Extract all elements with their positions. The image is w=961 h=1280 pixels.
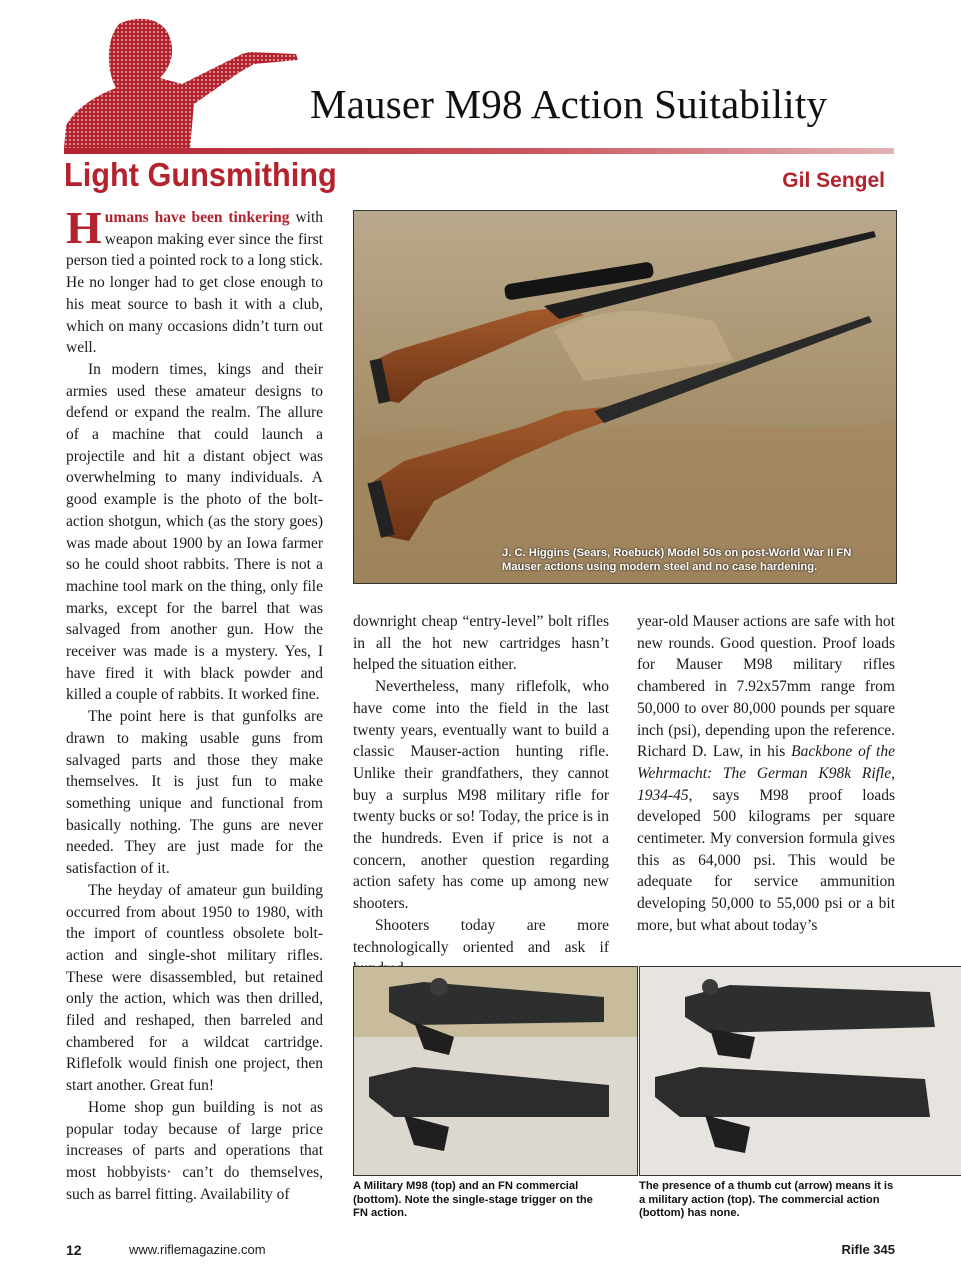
paragraph-8: Shooters today are more technologically oriented and ask if	[353, 916, 609, 956]
paragraph-6: downright cheap “entry-level” bolt rifles in all the hot new cartridges hasn’t helped the situation either.	[353, 613, 609, 674]
actions-photo-right	[639, 966, 961, 1176]
paragraph-4: The heyday of amateur gun building occurred from about 1950 to 1980, with the import of countless obsolete bolt-action and single-shot military rifles. These were disassembled, but retained only the action, which was then drilled, filed and reshaped, then barreled and chambered for a wildcat cartridge. Riflefolk would finish one project, then start another. Great fun!	[66, 881, 323, 1095]
section-title: Light Gunsmithing	[64, 156, 337, 193]
main-photo-caption: J. C. Higgins (Sears, Roebuck) Model 50s on post-World War II FN Mauser actions using modern steel and no case hardening.	[502, 547, 852, 573]
column-1	[66, 202, 323, 1205]
paragraph-5: Home shop gun building is not as popular today because of large price increases of parts and operations that most hobbyists· can’t do themselves, such as barrel fitting. Availability of	[66, 1098, 323, 1203]
drop-cap: H	[66, 202, 102, 253]
page-number: 12	[66, 1242, 82, 1258]
paragraph-1: Humans have been tinkering with weapon making ever since the first person tied a pointed rock to a long stick. He no longer had to get close enough to his meat source to bash it with a club, which on many occasions didn’t turn out well.	[66, 202, 323, 357]
paragraph-9: year-old Mauser actions are safe with hot new rounds. Good question. Proof loads for Mauser M98 military rifles chambered in 7.92x57mm range from 50,000 to over 80,000 pounds per square inch (psi), depending upon the reference. Richard D. Law, in his Backbone of the Wehrmacht: The German K98k Rifle, 1934-45, says M98 proof loads developed 500 kilograms per square centimeter. My conversion formula gives this as 64,000 psi. This would be adequate for service ammunition developing 50,000 to 55,000 psi or a bit more, but what about today’s	[637, 613, 895, 934]
rifles-photo	[353, 210, 897, 584]
gunsmith-silhouette-logo	[64, 14, 304, 154]
paragraph-7: Nevertheless, many riflefolk, who have come into the field in the last twenty years, eventually want to build a classic Mauser-action hunting rifle. Unlike their grandfathers, they cannot buy a surplus M98 military rifle for twenty bucks or so! Today, the price is in the hundreds. Even if price is not a concern, another question regarding action safety has come up among new shooters.	[353, 678, 609, 913]
issue-number: Rifle 345	[841, 1242, 895, 1257]
actions-photo-left	[353, 966, 638, 1176]
header-rule	[64, 148, 894, 154]
paragraph-2: In modern times, kings and their armies used these amateur designs to defend or expand the realm. The allure of a machine that could launch a projectile and hit a distant object was overwhelming to many individuals. A good example is the photo of the bolt-action shotgun, which (as the story goes) was made about 1900 by an Iowa farmer so he could shoot rabbits. There is not a machine tool mark on the thing, only file marks, except for the barrel that was salvaged from another gun. How the receiver was made is a mystery. Yes, I have fired it with black powder and killed a couple of rabbits. It worked fine.	[66, 360, 323, 704]
article-title: Mauser M98 Action Suitability	[310, 81, 828, 127]
left-photo-caption: A Military M98 (top) and an FN commercial (bottom). Note the single-stage trigger on the FN action.	[353, 1180, 593, 1219]
book-title: Backbone of the Wehrmacht: The German K98k Rifle, 1934-45	[637, 743, 895, 804]
author-name: Gil Sengel	[782, 169, 885, 192]
website-url: www.riflemagazine.com	[129, 1242, 266, 1257]
paragraph-3: The point here is that gunfolks are drawn to making usable guns from salvaged parts and those they make themselves. It is just fun to make something unique and functional from basically nothing. The guns are never needed. They are just made for the satisfaction of it.	[66, 708, 323, 878]
column-3	[637, 611, 895, 937]
right-photo-caption: The presence of a thumb cut (arrow) means it is a military action (top). The commercial action (bottom) has none.	[639, 1180, 894, 1219]
column-2	[353, 611, 609, 980]
lead-in: umans have been tinkering	[104, 209, 290, 226]
